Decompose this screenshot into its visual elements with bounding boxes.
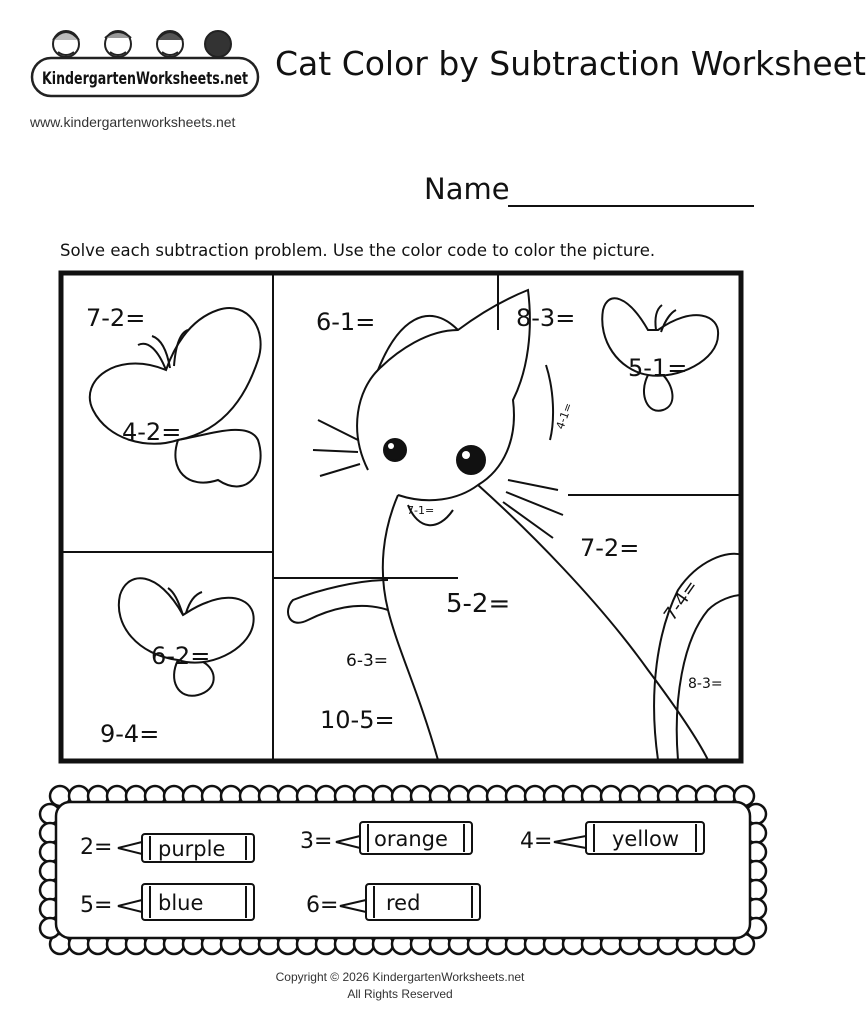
color-key-name: blue (158, 891, 204, 915)
problem-label: 7-4= (659, 576, 703, 625)
footer (0, 969, 800, 1003)
color-key-number: 6= (306, 893, 339, 918)
butterfly-icon (90, 308, 261, 486)
site-logo[interactable] (28, 22, 263, 104)
problem-label: 4-2= (122, 418, 182, 446)
color-key-name: yellow (612, 827, 680, 851)
instructions: Solve each subtraction problem. Use the color code to color the picture. (60, 241, 656, 260)
color-key-name: purple (158, 837, 226, 861)
problem-label: 10-5= (320, 706, 395, 734)
color-key-number: 4= (520, 829, 553, 854)
color-key-item (80, 834, 254, 862)
logo-text: KindergartenWorksheets.net (42, 69, 248, 89)
problem-label: 6-3= (346, 651, 389, 671)
problem-label: 8-3= (516, 304, 576, 332)
problem-label: 7-1= (407, 504, 435, 517)
color-key-name: orange (374, 827, 448, 851)
problem-label: 5-1= (628, 354, 688, 382)
color-key-number: 3= (300, 829, 333, 854)
problem-label: 9-4= (100, 720, 160, 748)
page-title: Cat Color by Subtraction Worksheet (275, 44, 866, 83)
color-key (38, 784, 768, 956)
problem-label: 5-2= (446, 589, 511, 619)
name-label: Name (424, 172, 510, 206)
problem-label: 7-2= (86, 304, 146, 332)
rights-text: All Rights Reserved (347, 987, 453, 1001)
name-field[interactable] (508, 205, 754, 207)
problem-label: 6-2= (151, 642, 211, 670)
coloring-picture[interactable] (58, 270, 744, 764)
problem-label: 4-1= (553, 401, 576, 432)
color-key-name: red (386, 891, 421, 915)
color-key-number: 5= (80, 893, 113, 918)
problem-label: 7-2= (580, 534, 640, 562)
kids-faces-icon (53, 31, 231, 57)
problem-label: 8-3= (688, 676, 723, 692)
problem-label: 6-1= (316, 308, 376, 336)
site-url[interactable]: www.kindergartenworksheets.net (30, 114, 236, 130)
color-key-number: 2= (80, 835, 113, 860)
copyright-text: Copyright © 2026 KindergartenWorksheets.net (275, 970, 525, 984)
problem-labels (86, 304, 723, 748)
butterfly-icon (119, 578, 254, 696)
